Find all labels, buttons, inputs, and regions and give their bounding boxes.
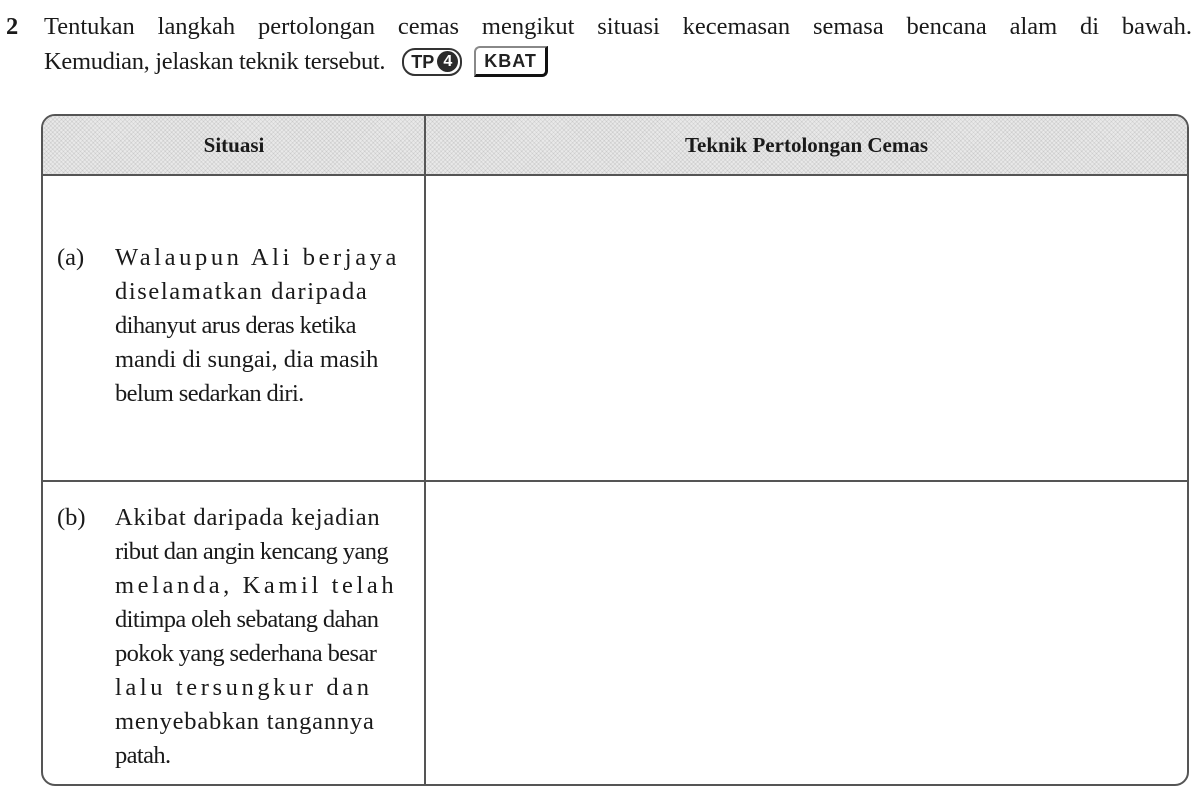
situation-b-line: patah. xyxy=(115,742,171,769)
situation-b-line: melanda, Kamil telah xyxy=(115,572,398,599)
situation-b-text xyxy=(115,501,403,773)
answer-cell-a[interactable] xyxy=(426,176,1187,480)
header-teknik-pertolongan-cemas: Teknik Pertolongan Cemas xyxy=(684,133,929,157)
situation-a-text xyxy=(115,241,403,411)
situation-a-line: diselamatkan daripada xyxy=(115,278,369,305)
kbat-badge: KBAT xyxy=(474,46,548,77)
situation-b-line: Akibat daripada kejadian xyxy=(115,504,381,531)
answer-table xyxy=(41,114,1189,786)
header-situasi: Situasi xyxy=(203,133,265,157)
question-instruction: Kemudian, jelaskan teknik tersebut. xyxy=(44,48,386,75)
answer-cell-b[interactable] xyxy=(426,482,1187,784)
question-number: 2 xyxy=(6,13,19,40)
situation-a-label: (a) xyxy=(57,244,85,271)
situation-a-line: belum sedarkan diri. xyxy=(115,380,304,407)
table-header xyxy=(43,116,1187,176)
situation-a-line: Walaupun Ali berjaya xyxy=(115,244,401,271)
tp-badge-label: TP xyxy=(411,51,435,72)
situation-b-line: ribut dan angin kencang yang xyxy=(115,538,389,565)
situation-a-line: dihanyut arus deras ketika xyxy=(115,312,356,339)
question-text-line-2 xyxy=(44,45,548,78)
situation-b-line: ditimpa oleh sebatang dahan xyxy=(115,606,379,633)
situation-b-line: lalu tersungkur dan xyxy=(115,674,373,701)
situation-b-label: (b) xyxy=(57,504,86,531)
question-text-line-1: Tentukan langkah pertolongan cemas mengikut situasi kecemasan semasa bencana alam di bawah. xyxy=(44,13,1192,40)
tp-level-number: 4 xyxy=(437,51,458,72)
tp-level-badge xyxy=(402,48,462,76)
situation-b-line: menyebabkan tangannya xyxy=(115,708,375,735)
situation-a-line: mandi di sungai, dia masih xyxy=(115,346,379,373)
situation-b-line: pokok yang sederhana besar xyxy=(115,640,377,667)
